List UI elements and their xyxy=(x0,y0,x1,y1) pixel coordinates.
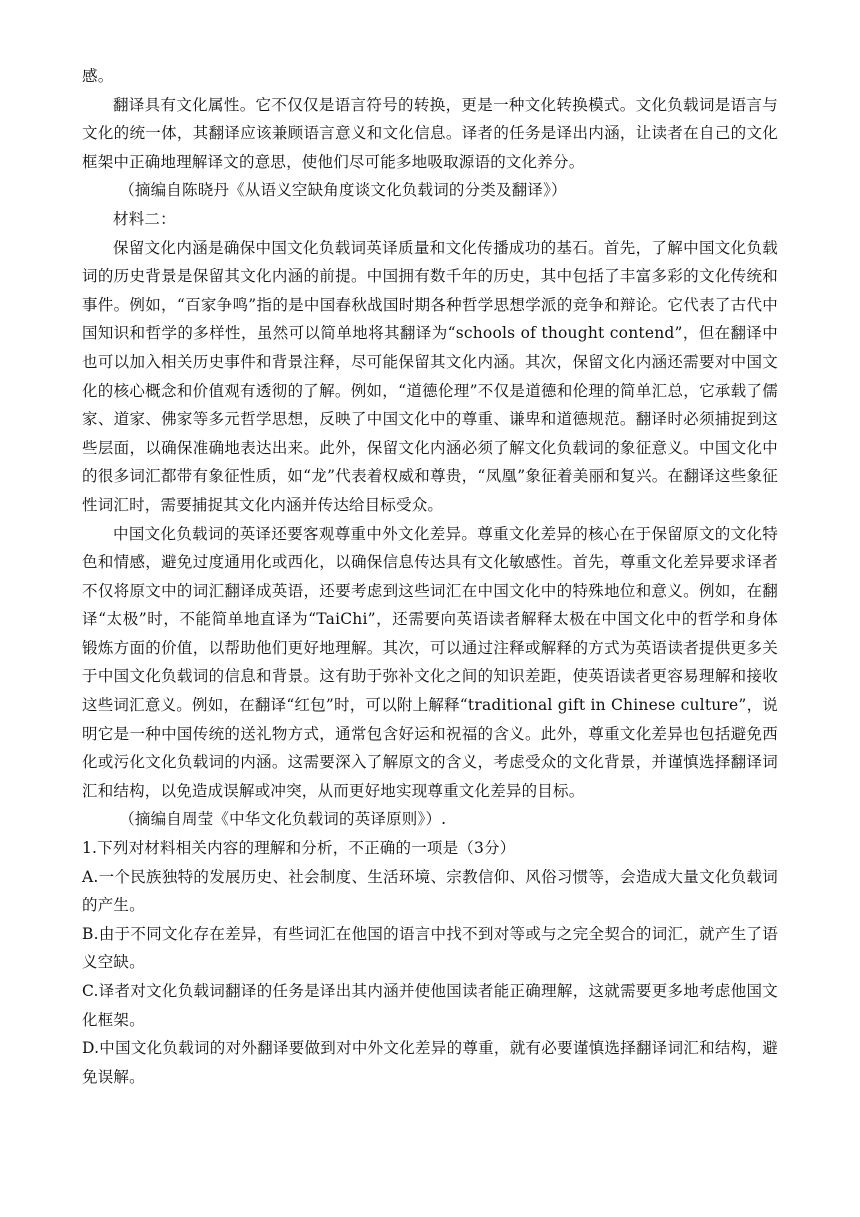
option-d: D.中国文化负载词的对外翻译要做到对中外文化差异的尊重，就有必要谨慎选择翻译词汇和结构，避免误解。 xyxy=(82,1039,778,1086)
question-1 xyxy=(82,834,778,1091)
question-stem: 1.下列对材料相关内容的理解和分析，不正确的一项是（3分） xyxy=(82,839,516,858)
option-a: A.一个民族独特的发展历史、社会制度、生活环境、宗教信仰、风俗习惯等，会造成大量文化负载词的产生。 xyxy=(82,867,778,915)
material-two-label: 材料二： xyxy=(113,209,176,228)
option-c: C.译者对文化负载词翻译的任务是译出其内涵并使他国读者能正确理解，这就需要更多地考虑他国文化框架。 xyxy=(82,982,778,1029)
paragraph-continuation: 感。 xyxy=(82,67,114,85)
paragraph-translation-culture: 翻译具有文化属性。它不仅仅是语言符号的转换，更是一种文化转换模式。文化负载词是语言与文化的统一体，其翻译应该兼顾语言意义和文化信息。译者的任务是译出内涵，让读者在自己的文化框架中正确地理解译文的意思，使他们尽可能多地吸取源语的文化养分。 xyxy=(82,95,778,171)
source-citation-2: （摘编自周莹《中华文化负载词的英译原则》）. xyxy=(119,810,447,829)
paragraph-respect-differences: 中国文化负载词的英译还要客观尊重中外文化差异。尊重文化差异的核心在于保留原文的文化特色和情感，避免过度通用化或西化，以确保信息传达具有文化敏感性。首先，尊重文化差异要求译者不仅将原文中的词汇翻译成英语，还要考虑到这些词汇在中国文化中的特殊地位和意义。例如，在翻译“太极”时，不能简单地直译为“TaiChi”，还需要向英语读者解释太极在中国文化中的哲学和身体锻炼方面的价值，以帮助他们更好地理解。其次，可以通过注释或解释的方式为英语读者提供更多关于中国文化负载词的信息和背景。这有助于弥补文化之间的知识差距，使英语读者更容易理解和接收这些词汇意义。例如，在翻译“红包”时，可以附上解释“traditional gift in Chinese culture”，说明它是一种中国传统的送礼物方式，通常包含好运和祝福的含义。此外，尊重文化差异也包括避免西化或污化文化负载词的内涵。这需要深入了解原文的含义，考虑受众的文化背景，并谨慎选择翻译词汇和结构，以免造成误解或冲突，从而更好地实现尊重文化差异的目标。 xyxy=(82,524,778,800)
option-b: B.由于不同文化存在差异，有些词汇在他国的语言中找不到对等或与之完全契合的词汇，就产生了语义空缺。 xyxy=(82,924,778,972)
paragraph-preserve-connotation: 保留文化内涵是确保中国文化负载词英译质量和文化传播成功的基石。首先，了解中国文化负载词的历史背景是保留其文化内涵的前提。中国拥有数千年的历史，其中包括了丰富多彩的文化传统和事件。例如，“百家争鸣”指的是中国春秋战国时期各种哲学思想学派的竞争和辩论。它代表了古代中国知识和哲学的多样性，虽然可以简单地将其翻译为“schools of thought contend”，但在翻译中也可以加入相关历史事件和背景注释，尽可能保留其文化内涵。其次，保留文化内涵还需要对中国文化的核心概念和价值观有透彻的了解。例如，“道德伦理”不仅是道德和伦理的简单汇总，它承载了儒家、道家、佛家等多元哲学思想，反映了中国文化中的尊重、谦卑和道德规范。翻译时必须捕捉到这些层面，以确保准确地表达出来。此外，保留文化内涵必须了解文化负载词的象征意义。中国文化中的很多词汇都带有象征性质，如“龙”代表着权威和尊贵，“凤凰”象征着美丽和复兴。在翻译这些象征性词汇时，需要捕捉其文化内涵并传达给目标受众。 xyxy=(82,238,778,514)
reading-passage xyxy=(82,62,778,1091)
source-citation-1: （摘编自陈晓丹《从语义空缺角度谈文化负载词的分类及翻译》） xyxy=(119,181,567,200)
